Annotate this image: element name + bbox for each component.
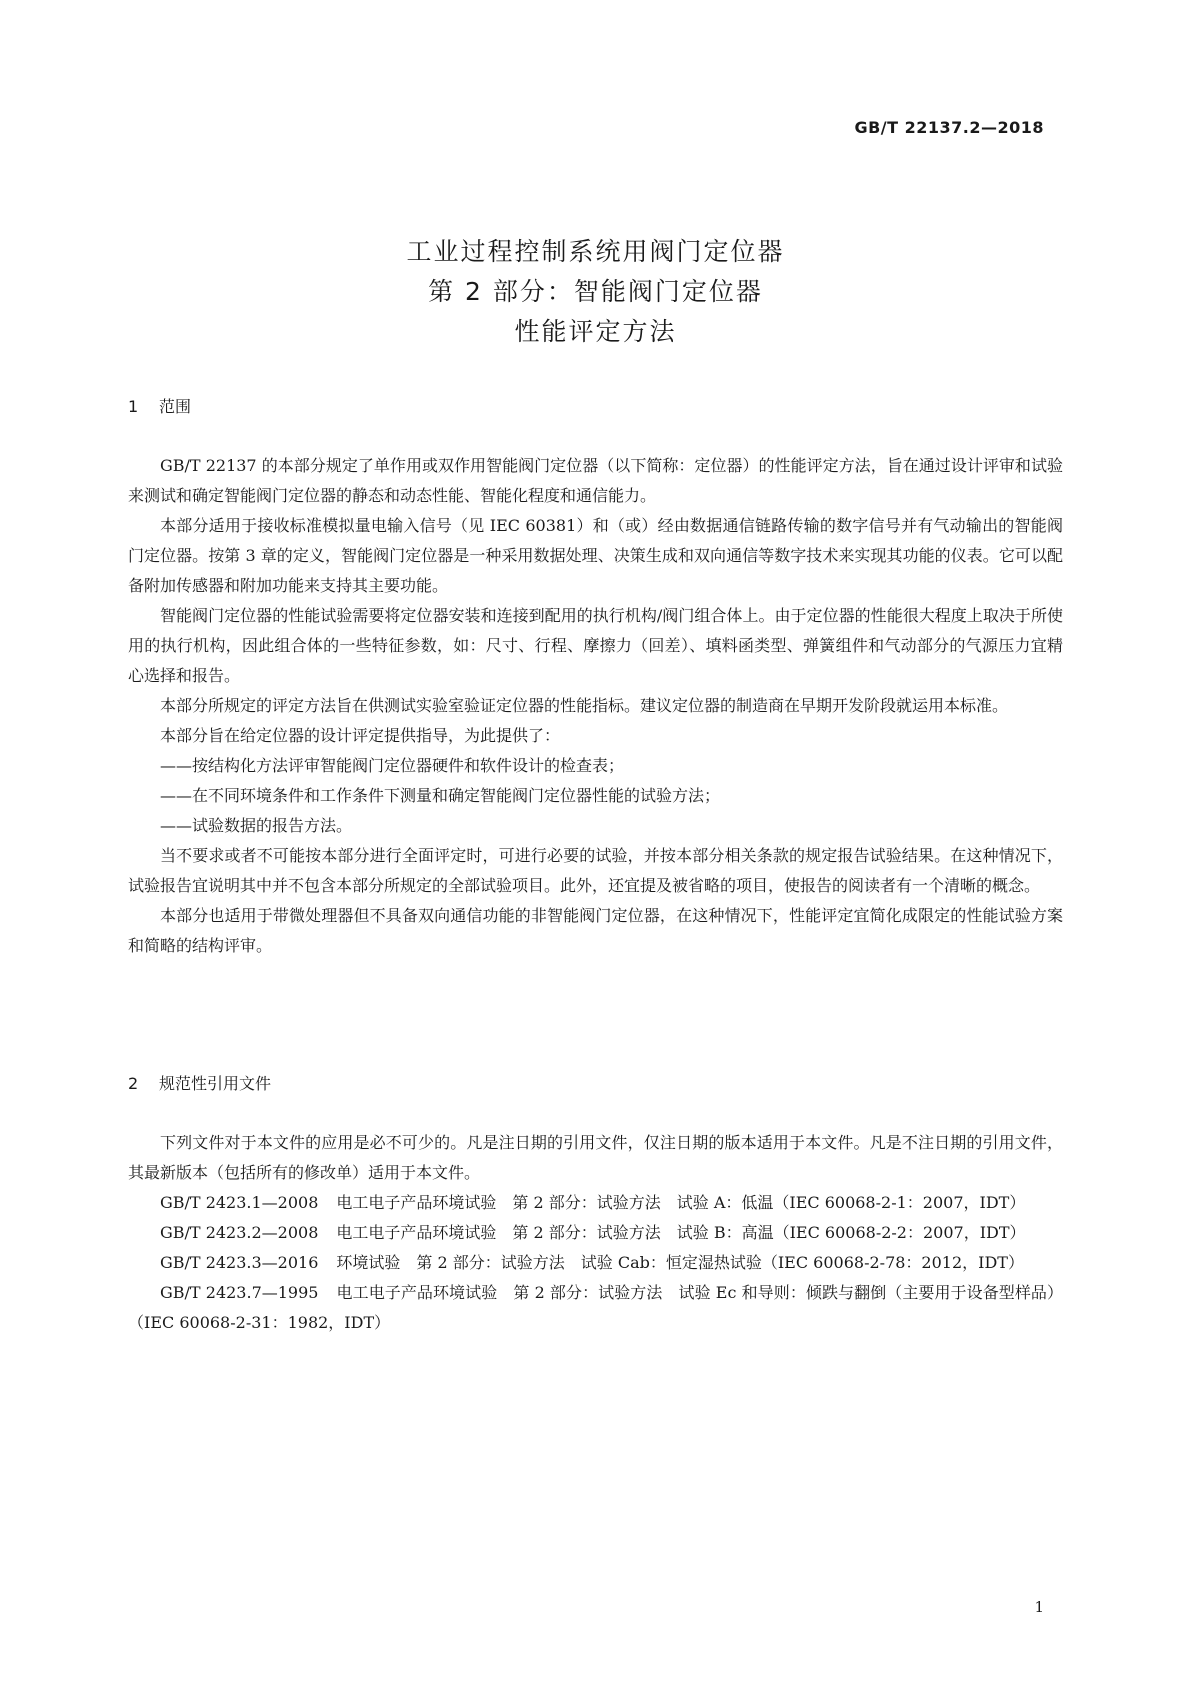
list-item: ——在不同环境条件和工作条件下测量和确定智能阀门定位器性能的试验方法； [160,786,721,805]
scope-paragraph: 智能阀门定位器的性能试验需要将定位器安装和连接到配用的执行机构/阀门组合体上。由于定位器的性能很大程度上取决于所使用的执行机构，因此组合体的一些特征参数，如：尺寸、行程、摩擦力（回差）、填料函类型、弹簧组件和气动部分的气源压力宜精心选择和报告。 [128,606,1063,685]
section-scope [128,396,1063,418]
title-line-3: 性能评定方法 [514,317,677,346]
scope-paragraph: 本部分旨在给定位器的设计评定提供指导，为此提供了： [160,726,561,745]
list-item: ——按结构化方法评审智能阀门定位器硬件和软件设计的检查表； [160,756,625,775]
scope-paragraph: GB/T 22137 的本部分规定了单作用或双作用智能阀门定位器（以下简称：定位器）的性能评定方法，旨在通过设计评审和试验来测试和确定智能阀门定位器的静态和动态性能、智能化程度和通信能力。 [128,456,1063,505]
section-normative-references [128,1073,1063,1095]
section-1-title: 范围 [159,397,192,416]
scope-paragraph: 本部分所规定的评定方法旨在供测试实验室验证定位器的性能指标。建议定位器的制造商在早期开发阶段就运用本标准。 [160,696,1009,715]
reference-code: GB/T 2423.1—2008 [160,1193,319,1212]
reference-code: GB/T 2423.3—2016 [160,1253,319,1272]
reference-entry [128,1278,1063,1338]
reference-text: 环境试验 第 2 部分：试验方法 试验 Cab：恒定湿热试验（IEC 60068-2-78：2012，IDT） [336,1253,1024,1272]
scope-paragraph: 当不要求或者不可能按本部分进行全面评定时，可进行必要的试验，并按本部分相关条款的规定报告试验结果。在这种情况下，试验报告宜说明其中并不包含本部分所规定的全部试验项目。此外，还宜提及被省略的项目，使报告的阅读者有一个清晰的概念。 [128,846,1063,895]
reference-text: 电工电子产品环境试验 第 2 部分：试验方法 试验 B：高温（IEC 60068-2-2：2007，IDT） [336,1223,1026,1242]
section-2-body [128,1128,1063,1338]
reference-text: 电工电子产品环境试验 第 2 部分：试验方法 试验 A：低温（IEC 60068-2-1：2007，IDT） [336,1193,1026,1212]
reference-entry [128,1218,1063,1248]
section-2-title: 规范性引用文件 [159,1074,272,1093]
standard-code: GB/T 22137.2—2018 [854,118,1044,137]
section-2-number: 2 [128,1074,139,1093]
reference-entry [128,1248,1063,1278]
title-line-1: 工业过程控制系统用阀门定位器 [406,237,785,266]
scope-paragraph: 本部分也适用于带微处理器但不具备双向通信功能的非智能阀门定位器，在这种情况下，性能评定宜简化成限定的性能试验方案和简略的结构评审。 [128,906,1063,955]
reference-code: GB/T 2423.7—1995 [160,1283,319,1302]
section-2-heading [128,1073,1063,1095]
reference-text: 电工电子产品环境试验 第 2 部分：试验方法 试验 Ec 和导则：倾跌与翻倒（主要用于设备型样品）（IEC 60068-2-31：1982，IDT） [128,1283,1063,1332]
document-title [0,232,1191,352]
list-item: ——试验数据的报告方法。 [160,816,353,835]
section-1-number: 1 [128,397,139,416]
section-1-heading [128,396,1063,418]
reference-code: GB/T 2423.2—2008 [160,1223,319,1242]
section-1-body [128,451,1063,961]
scope-paragraph: 本部分适用于接收标准模拟量电输入信号（见 IEC 60381）和（或）经由数据通信链路传输的数字信号并有气动输出的智能阀门定位器。按第 3 章的定义，智能阀门定位器是一种采用数据处理、决策生成和双向通信等数字技术来实现其功能的仪表。它可以配备附加传感器和附加功能来支持其主要功能。 [128,516,1063,595]
references-intro: 下列文件对于本文件的应用是必不可少的。凡是注日期的引用文件，仅注日期的版本适用于本文件。凡是不注日期的引用文件，其最新版本（包括所有的修改单）适用于本文件。 [128,1133,1063,1182]
page-number: 1 [1034,1598,1044,1616]
reference-entry [128,1188,1063,1218]
title-line-2: 第 2 部分：智能阀门定位器 [428,277,763,306]
